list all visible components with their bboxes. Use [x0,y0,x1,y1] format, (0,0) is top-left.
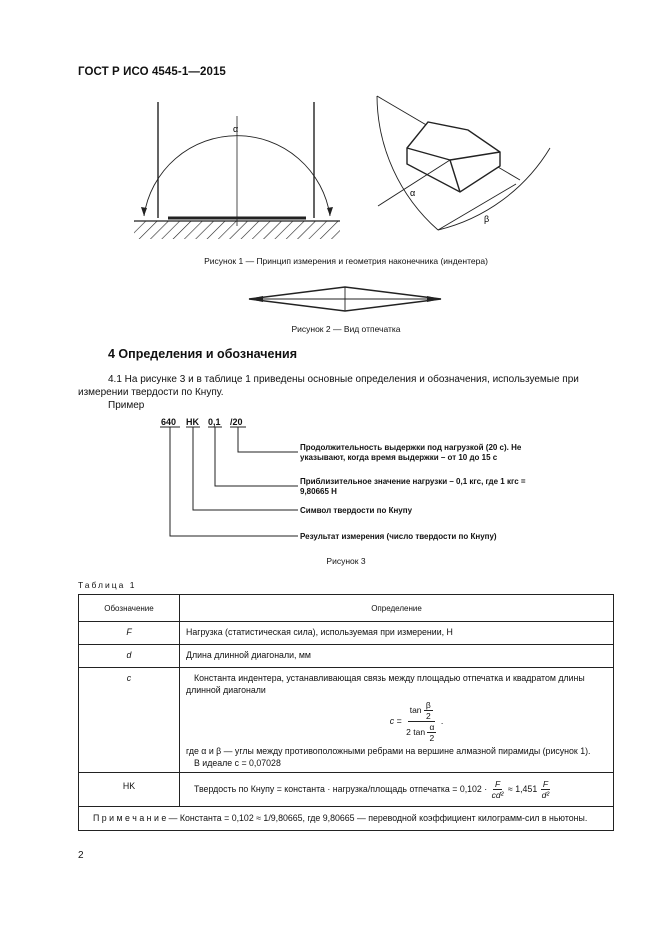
alpha-label-left: α [233,124,239,134]
example-code-time: /20 [230,417,243,427]
table-title: Таблица 1 [78,580,137,590]
indenter-constant-formula: c = tan $\frac{\beta}{2}$ 2 tan $\frac{\alpha}{2}$ . [389,700,444,743]
table-note: П р и м е ч а н и е — Константа = 0,102 ≈ 1/9,80665, где 9,80665 — переводной коэффициент килограмм-сил в ньютоны. [93,813,588,823]
table-row: HK Твердость по Кнупу = константа · нагрузка/площадь отпечатка = 0,102 · $\frac{F}{\text{cd²}}$ ≈ 1,451 $\frac{F}{\text{d²}}$ [79,773,614,807]
row-definition: Длина длинной диагонали, мм [180,645,614,668]
section-title: 4 Определения и обозначения [108,347,298,361]
example-code-load: 0,1 [208,417,221,427]
example-desc-symbol: Символ твердости по Кнупу [300,506,413,515]
table-row [79,622,614,645]
beta-label: β [484,214,490,224]
ideal-value: В идеале c = 0,07028 [194,758,281,768]
page-number: 2 [78,850,84,861]
alpha-label-right: α [410,188,416,198]
table-note-row [79,807,614,831]
row-definition: Константа индентера, устанавливающая связь между площадью отпечатка и квадратом длины длинной диагонали [186,673,585,695]
header-definition: Определение [180,595,614,622]
header-symbol: Обозначение [79,595,180,622]
row-symbol: HK [79,773,180,807]
example-label: Пример [108,400,145,411]
row-symbol: F [79,622,180,645]
example-desc-load: Приблизительное значение нагрузки – 0,1 кгс, где 1 кгс = 9,80665 Н [300,477,526,496]
example-code-symbol: HK [186,417,199,427]
row-definition: Твердость по Кнупу = константа · нагрузка/площадь отпечатка = 0,102 · [194,783,488,794]
example-desc-time: Продолжительность выдержки под нагрузкой (20 с). Не указывают, когда время выдержки – от 10 до 15 с [300,443,522,462]
example-desc-result: Результат измерения (число твердости по Кнупу) [300,532,497,541]
figure-3-caption: Рисунок 3 [326,556,366,566]
paragraph-4-1: 4.1 На рисунке 3 и в таблице 1 приведены основные определения и обозначения, используемые при измерении твердости по Кнупу. [78,374,579,398]
row-symbol: c [79,668,180,773]
table-header-row [79,595,614,622]
figure-3-leaders [160,426,300,546]
figure-2-caption: Рисунок 2 — Вид отпечатка [291,324,401,334]
table-row [79,668,614,773]
row-definition: Нагрузка (статистическая сила), используемая при измерении, Н [180,622,614,645]
figure-2-drawing [245,283,445,315]
formula-explanation: где α и β — углы между противоположными ребрами на вершине алмазной пирамиды (рисунок 1). [186,746,591,756]
document-header: ГОСТ Р ИСО 4545-1—2015 [78,66,226,78]
example-code-value: 640 [161,417,177,427]
figure-1-caption: Рисунок 1 — Принцип измерения и геометрия наконечника (индентера) [204,256,488,266]
figure-1-drawing [120,88,560,248]
table-row [79,645,614,668]
row-symbol: d [79,645,180,668]
definitions-table [78,594,614,831]
